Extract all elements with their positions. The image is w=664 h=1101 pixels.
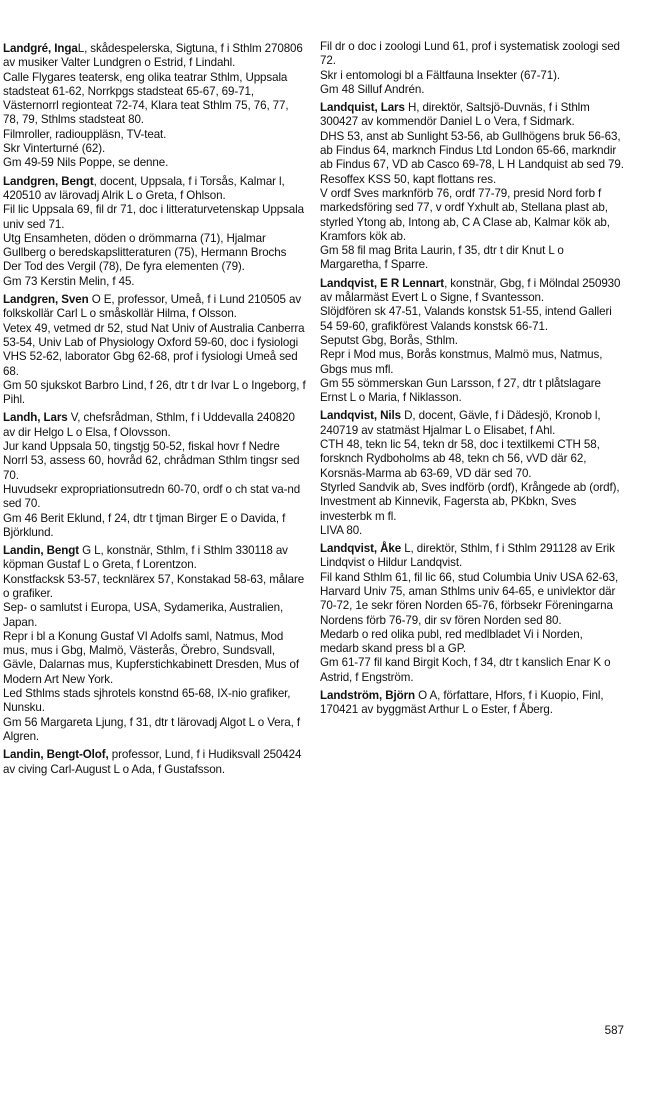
entry-text: LIVA 80.	[320, 523, 363, 537]
entry-paragraph	[320, 334, 624, 348]
entry-text: Skr Vinterturné (62).	[3, 142, 106, 156]
entry-text: DHS 53, anst ab Sunlight 53-56, ab Gullhögens bruk 56-63, ab Findus 64, marknch Findus Ltd London 65-66, markndir ab Findus 67, VD ab Casco 69-78, L H Landquist ab sed 79.	[320, 129, 624, 172]
entry-text: Resoffex KSS 50, kapt flottans res.	[320, 172, 497, 186]
left-column	[3, 42, 307, 781]
entry-paragraph	[3, 322, 307, 379]
entry-paragraph	[320, 377, 624, 406]
entry-paragraph	[3, 630, 307, 687]
entry-paragraph	[3, 716, 307, 745]
entry-paragraph	[320, 69, 624, 83]
entry-text: V ordf Sves marknförb 76, ordf 77-79, presid Nord forb f markedsföring sed 77, v ordf Yxhult ab, Stellana plast ab, styrled Ytong ab, Intong ab, C A Clase ab, Kalmar kök ab, Kramfors kök ab.	[320, 186, 610, 243]
entry-text: Fil lic Uppsala 69, fil dr 71, doc i litteraturvetenskap Uppsala univ sed 71.	[3, 203, 304, 231]
entry-paragraph	[3, 512, 307, 541]
entry-text: Medarb o red olika publ, red medlbladet Vi i Norden, medarb skand press bl a GP.	[320, 627, 583, 656]
entry-paragraph	[3, 379, 307, 408]
entry-paragraph	[3, 71, 307, 128]
entry-text: Seputst Gbg, Borås, Sthlm.	[320, 333, 458, 347]
entry	[320, 40, 624, 97]
entry-text: Gm 48 Silluf Andrén.	[320, 82, 425, 96]
entry	[3, 544, 307, 744]
entry-text: Gm 58 fil mag Brita Laurin, f 35, dtr t dir Knut L o Margaretha, f Sparre.	[320, 244, 564, 272]
entry-text: Gm 49-59 Nils Poppe, se denne.	[3, 156, 169, 170]
right-column	[320, 40, 624, 722]
entry-paragraph	[3, 203, 307, 232]
entry-text: Skr i entomologi bl a Fältfauna Insekter (67-71).	[320, 68, 560, 82]
entry-paragraph	[3, 293, 307, 322]
entry-text: Konstfacksk 53-57, tecknlärex 57, Konstakad 58-63, målare o grafiker.	[3, 572, 305, 600]
entry-text: O A, författare, Hfors, f i Kuopio, Finl, 170421 av byggmäst Arthur L o Ester, f Åberg.	[320, 689, 604, 717]
entry	[3, 748, 307, 777]
entry-paragraph	[320, 628, 624, 657]
entry-text: G L, konstnär, Sthlm, f i Sthlm 330118 av köpman Gustaf L o Greta, f Lorentzon.	[3, 544, 288, 572]
entry-text: Vetex 49, vetmed dr 52, stud Nat Univ of Australia Canberra 53-54, Univ Lab of Physiology Oxford 59-60, doc i fysiologi VHS 52-62, laborator Gbg 62-68, prof i fysiologi Umeå sed 68.	[3, 321, 305, 378]
entry	[3, 42, 307, 171]
entry-text: Huvudsekr expropriationsutredn 60-70, ordf o ch stat va-nd sed 70.	[3, 482, 301, 511]
entry-text: Gm 55 sömmerskan Gun Larsson, f 27, dtr t plåtslagare Ernst L o Maria, f Niklasson.	[320, 376, 601, 405]
entry-text: H, direktör, Saltsjö-Duvnäs, f i Sthlm 300427 av kommendör Daniel L o Vera, f Sidmark.	[320, 101, 590, 129]
entry	[320, 689, 624, 718]
entry-name: Landqvist, E R Lennart	[320, 276, 445, 290]
entry-paragraph	[320, 244, 624, 273]
entry-text: L, skådespelerska, Sigtuna, f i Sthlm 270806 av musiker Valter Lundgren o Estrid, f Lindahl.	[3, 42, 303, 70]
entry-text: Styrled Sandvik ab, Sves indförb (ordf), Krångede ab (ordf), Investment ab Kinnevik, Fagersta ab, PKbkn, Sves investerbk m fl.	[320, 480, 620, 523]
entry-paragraph	[3, 483, 307, 512]
entry-paragraph	[3, 411, 307, 440]
entry	[3, 293, 307, 407]
entry	[320, 542, 624, 685]
entry-paragraph	[3, 275, 307, 289]
entry-text: Repr i bl a Konung Gustaf VI Adolfs saml, Natmus, Mod mus, mus i Gbg, Malmö, Västerås, Örebro, Sundsvall, Gävle, Dalarnas mus, Kupferstichkabinett Dresden, Mus of Modern Art New York.	[3, 629, 299, 686]
entry-paragraph	[320, 542, 624, 571]
entry-name: Landquist, Lars	[320, 101, 405, 115]
entry-name: Landström, Björn	[320, 689, 416, 703]
entry-paragraph	[320, 524, 624, 538]
entry-text: , docent, Uppsala, f i Torsås, Kalmar l, 420510 av lärovadj Alrik L o Greta, f Ohlson.	[3, 174, 285, 202]
entry-text: O E, professor, Umeå, f i Lund 210505 av folkskollär Carl L o småskollär Hilma, f Olsson.	[3, 293, 302, 321]
entry-paragraph	[320, 689, 624, 718]
entry-paragraph	[320, 83, 624, 97]
entry-paragraph	[3, 687, 307, 716]
entry-name: Landh, Lars	[3, 411, 68, 425]
entry-text: Gm 61-77 fil kand Birgit Koch, f 34, dtr t kanslich Enar K o Astrid, f Engström.	[320, 656, 611, 684]
entry-paragraph	[320, 40, 624, 69]
entry-text: Gm 46 Berit Eklund, f 24, dtr t tjman Birger E o Davida, f Björklund.	[3, 511, 286, 539]
entry-text: L, direktör, Sthlm, f i Sthlm 291128 av Erik Lindqvist o Hildur Landqvist.	[320, 542, 615, 570]
entry-text: Fil dr o doc i zoologi Lund 61, prof i systematisk zoologi sed 72.	[320, 40, 620, 68]
entry-text: Filmroller, radiouppläsn, TV-teat.	[3, 127, 167, 141]
entry	[320, 409, 624, 538]
entry-paragraph	[320, 571, 624, 628]
entry-text: Gm 56 Margareta Ljung, f 31, dtr t lärovadj Algot L o Vera, f Algren.	[3, 715, 301, 743]
entry-name: Landqvist, Nils	[320, 409, 401, 423]
entry-paragraph	[320, 173, 624, 187]
entry-text: Sep- o samlutst i Europa, USA, Sydamerika, Australien, Japan.	[3, 601, 284, 629]
entry-paragraph	[320, 438, 624, 481]
page-number: 587	[604, 1024, 624, 1037]
entry-text: CTH 48, tekn lic 54, tekn dr 58, doc i textilkemi CTH 58, forsknch Rydboholms ab 48, tekn ch 56, vVD där 62, Korsnäs-Marma ab 63-69, VD där sed 70.	[320, 438, 600, 480]
entry-name: Landin, Bengt-Olof,	[3, 748, 109, 762]
entry-text: D, docent, Gävle, f i Dädesjö, Kronob l, 240719 av statmäst Hjalmar L o Elisabet, f Ahl.	[320, 409, 601, 437]
entry-paragraph	[3, 42, 307, 71]
entry-paragraph	[3, 128, 307, 142]
entry-paragraph	[3, 232, 307, 275]
entry-text: , konstnär, Gbg, f i Mölndal 250930 av målarmäst Evert L o Signe, f Svantesson.	[320, 276, 621, 305]
entry-text: Led Sthlms stads sjhrotels konstnd 65-68, IX-nio grafiker, Nunsku.	[3, 687, 291, 715]
entry-paragraph	[3, 156, 307, 170]
entry-paragraph	[320, 277, 624, 306]
entry-text: Jur kand Uppsala 50, tingstjg 50-52, fiskal hovr f Nedre Norrl 53, assess 60, hovråd 62, chrådman Sthlm tingsr sed 70.	[3, 440, 300, 482]
entry-text: Gm 73 Kerstin Melin, f 45.	[3, 274, 135, 288]
entry-paragraph	[3, 440, 307, 483]
entry-paragraph	[320, 348, 624, 377]
entry	[3, 411, 307, 540]
entry-text: Fil kand Sthlm 61, fil lic 66, stud Columbia Univ USA 62-63, Harvard Univ 75, aman Sthlms univ 64-65, e univlektor där 70-72, 1e sekr fören Norden 65-76, förbsekr Föreningarna Nordens förb 76-79, dir sv fören Norden sed 80.	[320, 570, 619, 627]
entry-name: Landgren, Bengt	[3, 174, 94, 188]
entry-text: Slöjdfören sk 47-51, Valands konstsk 51-55, intend Galleri 54 59-60, grafikförest Valands konstsk 66-71.	[320, 305, 612, 333]
entry-text: professor, Lund, f i Hudiksvall 250424 av civing Carl-August L o Ada, f Gustafsson.	[3, 748, 302, 776]
entry-name: Landgré, Inga	[3, 42, 78, 55]
entry-text: Calle Flygares teatersk, eng olika teatrar Sthlm, Uppsala stadsteat 61-62, Norrkpgs stadsteat 65-67, 69-71, Västernorrl regionteat 72-74, Klara teat Sthlm 75, 76, 77, 78, 79, Sthlms stadsteat 80.	[3, 70, 289, 127]
entry-paragraph	[320, 656, 624, 685]
entry-paragraph	[3, 601, 307, 630]
entry-paragraph	[3, 142, 307, 156]
entry-text: Gm 50 sjukskot Barbro Lind, f 26, dtr t dr Ivar L o Ingeborg, f Pihl.	[3, 378, 306, 407]
entry	[3, 175, 307, 289]
entry-paragraph	[3, 573, 307, 602]
entry	[320, 101, 624, 273]
entry-paragraph	[3, 748, 307, 777]
entry	[320, 277, 624, 406]
entry-name: Landqvist, Åke	[320, 542, 402, 556]
entry-paragraph	[3, 544, 307, 573]
entry-paragraph	[320, 409, 624, 438]
entry-text: Utg Ensamheten, döden o drömmarna (71), Hjalmar Gullberg o beredskapslitteraturen (75), Hermann Brochs Der Tod des Vergil (78), De fyra elementen (79).	[3, 231, 287, 274]
entry-text: V, chefsrådman, Sthlm, f i Uddevalla 240820 av dir Helgo L o Elsa, f Olovsson.	[3, 411, 295, 439]
entry-paragraph	[320, 130, 624, 173]
entry-paragraph	[3, 175, 307, 204]
entry-paragraph	[320, 481, 624, 524]
entry-paragraph	[320, 101, 624, 130]
entry-text: Repr i Mod mus, Borås konstmus, Malmö mus, Natmus, Gbgs mus mfl.	[320, 348, 603, 376]
entry-paragraph	[320, 305, 624, 334]
entry-paragraph	[320, 187, 624, 244]
entry-name: Landin, Bengt	[3, 544, 79, 558]
entry-name: Landgren, Sven	[3, 293, 89, 307]
